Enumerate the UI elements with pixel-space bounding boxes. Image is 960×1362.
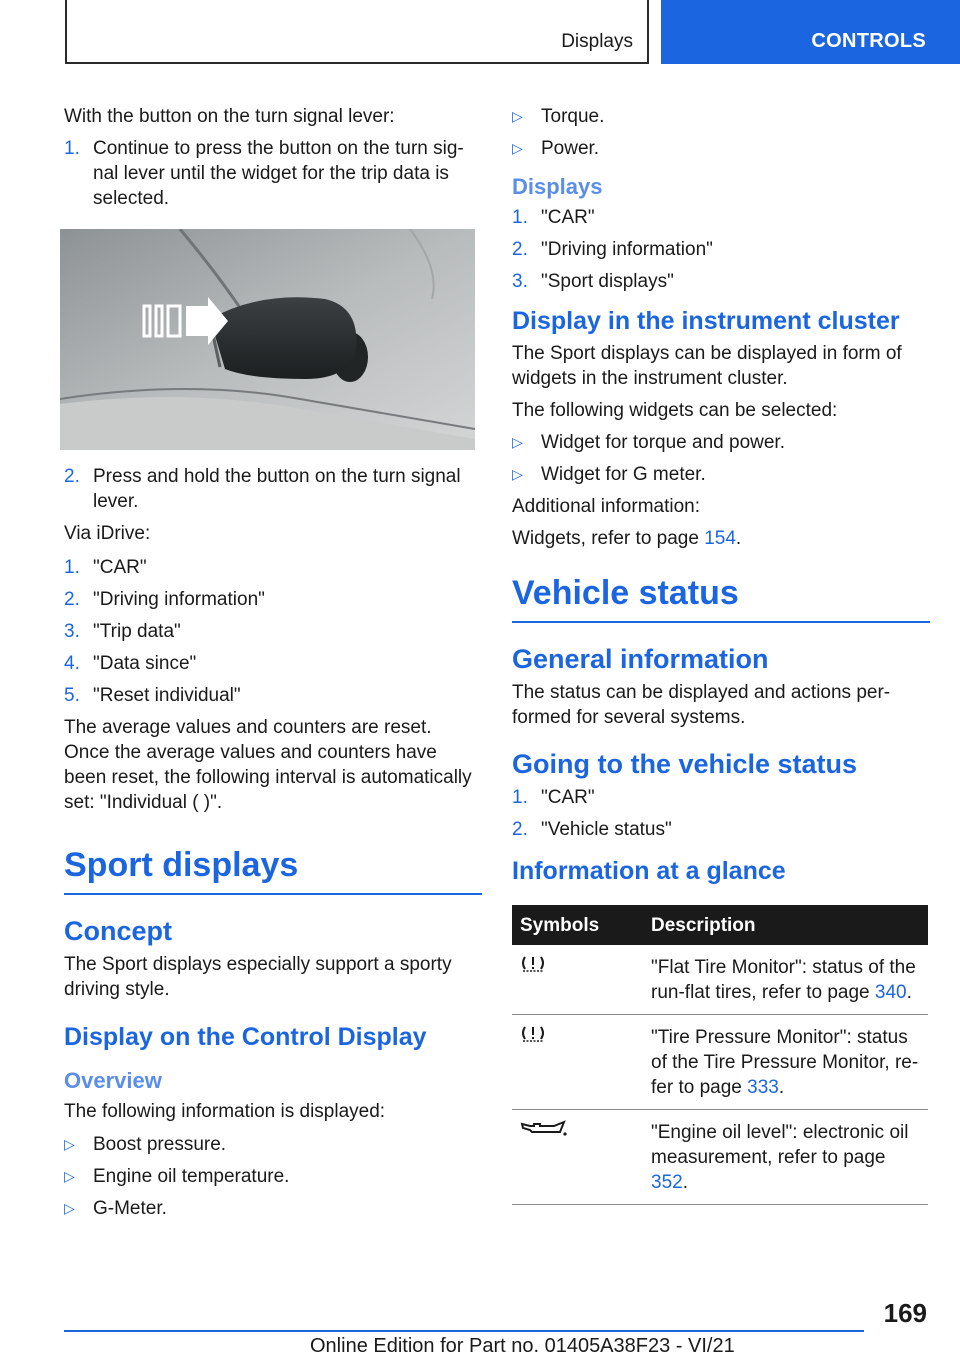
instrument-cluster-heading: Display in the instrument cluster [512,307,900,335]
overview-list [64,1132,482,1221]
info-at-glance-heading: Information at a glance [512,857,786,885]
col-header-description: Description [643,905,928,945]
edition-line: Online Edition for Part no. 01405A38F23 - VI/21 [310,1335,735,1357]
displays-steps [512,205,930,294]
tire-warning-icon [520,1025,546,1043]
via-idrive-label: Via iDrive: [64,523,151,544]
page-link-340[interactable]: 340 [874,982,907,1003]
list-item: 2. "Driving information" [64,589,265,610]
list-item: ▷ Torque. [512,106,605,127]
list-item: 2. Press and hold the button on the turn signal lever. [64,466,461,512]
list-item: 4. "Data since" [64,653,197,674]
overview-text: The following information is displayed: [64,1101,386,1122]
list-item: ▷ Engine oil temperature. [64,1166,290,1187]
page-link-154[interactable]: 154 [704,528,736,549]
bullet-triangle-icon: ▷ [512,434,523,450]
list-item: 2. "Vehicle status" [512,819,672,840]
symbols-table [512,905,928,1205]
oil-can-icon [520,1120,568,1138]
table-header-row [512,905,928,945]
footer-divider [64,1330,864,1332]
page-number: 169 [883,1298,927,1328]
header-chapter-tab [661,0,960,64]
intro-text: With the button on the turn signal lever: [64,106,395,127]
overview-heading: Overview [64,1068,162,1093]
list-item: 1. "CAR" [64,557,147,578]
sport-displays-heading: Sport displays [64,845,482,895]
concept-heading: Concept [64,916,172,946]
col-header-symbols: Symbols [512,905,643,945]
going-to-vehicle-status-heading: Going to the vehicle status [512,749,858,779]
steps-b [64,464,482,514]
table-row: "Tire Pressure Monitor": status of the Tire Pressure Monitor, re‐fer to page 333. [512,1015,928,1110]
control-display-heading: Display on the Control Display [64,1023,427,1051]
list-item: ▷ Power. [512,138,600,159]
steps-a [64,136,482,211]
left-column [64,104,482,1228]
list-item: ▷ Boost pressure. [64,1134,227,1155]
idrive-steps [64,555,482,708]
tire-warning-icon [520,955,546,973]
table-row: "Engine oil level": electronic oil measurement, refer to page 352. [512,1110,928,1205]
bullet-triangle-icon: ▷ [64,1136,75,1152]
vehicle-status-heading: Vehicle status [512,573,930,623]
bullet-triangle-icon: ▷ [512,140,523,156]
list-item: 1. "CAR" [512,207,595,228]
widget-list [512,430,930,487]
widgets-intro: The following widgets can be selected: [512,400,838,421]
list-item: 1. Continue to press the button on the turn sig‐nal lever until the widget for the trip data is selected. [64,138,464,209]
list-item: ▷ G-Meter. [64,1198,167,1219]
going-steps [512,785,930,842]
concept-text: The Sport displays especially support a sporty driving style. [64,954,452,1000]
right-column [512,104,930,1205]
list-item: 1. "CAR" [512,787,595,808]
list-item: ▷ Widget for torque and power. [512,432,785,453]
turn-signal-lever-photo [60,229,475,450]
general-info-text: The status can be displayed and actions per‐formed for several systems. [512,682,891,728]
table-row: "Flat Tire Monitor": status of the run-flat tires, refer to page 340. [512,945,928,1015]
header-section-title: Displays [561,31,633,52]
list-item: 5. "Reset individual" [64,685,241,706]
page-link-333[interactable]: 333 [747,1077,779,1098]
overview-list-continued [512,104,930,161]
general-info-heading: General information [512,644,769,674]
bullet-triangle-icon: ▷ [64,1168,75,1184]
header-frame [65,0,649,64]
additional-info-label: Additional information: [512,496,700,517]
page-link-352[interactable]: 352 [651,1172,683,1193]
widgets-reference: Widgets, refer to page 154. [512,528,742,549]
list-item: 3. "Trip data" [64,621,181,642]
bullet-triangle-icon: ▷ [512,466,523,482]
reset-note-2: Once the average values and counters have been reset, the following interval is automatically set: "Individual ( )". [64,742,472,813]
turn-signal-lever-illustration [60,229,475,450]
bullet-triangle-icon: ▷ [64,1200,75,1216]
header-chapter-label: CONTROLS [811,30,926,52]
bullet-triangle-icon: ▷ [512,108,523,124]
list-item: ▷ Widget for G meter. [512,464,706,485]
displays-heading: Displays [512,174,603,199]
list-item: 3. "Sport displays" [512,271,674,292]
list-item: 2. "Driving information" [512,239,713,260]
reset-note: The average values and counters are reset. [64,717,432,738]
cluster-text: The Sport displays can be displayed in form of widgets in the instrument cluster. [512,343,902,389]
